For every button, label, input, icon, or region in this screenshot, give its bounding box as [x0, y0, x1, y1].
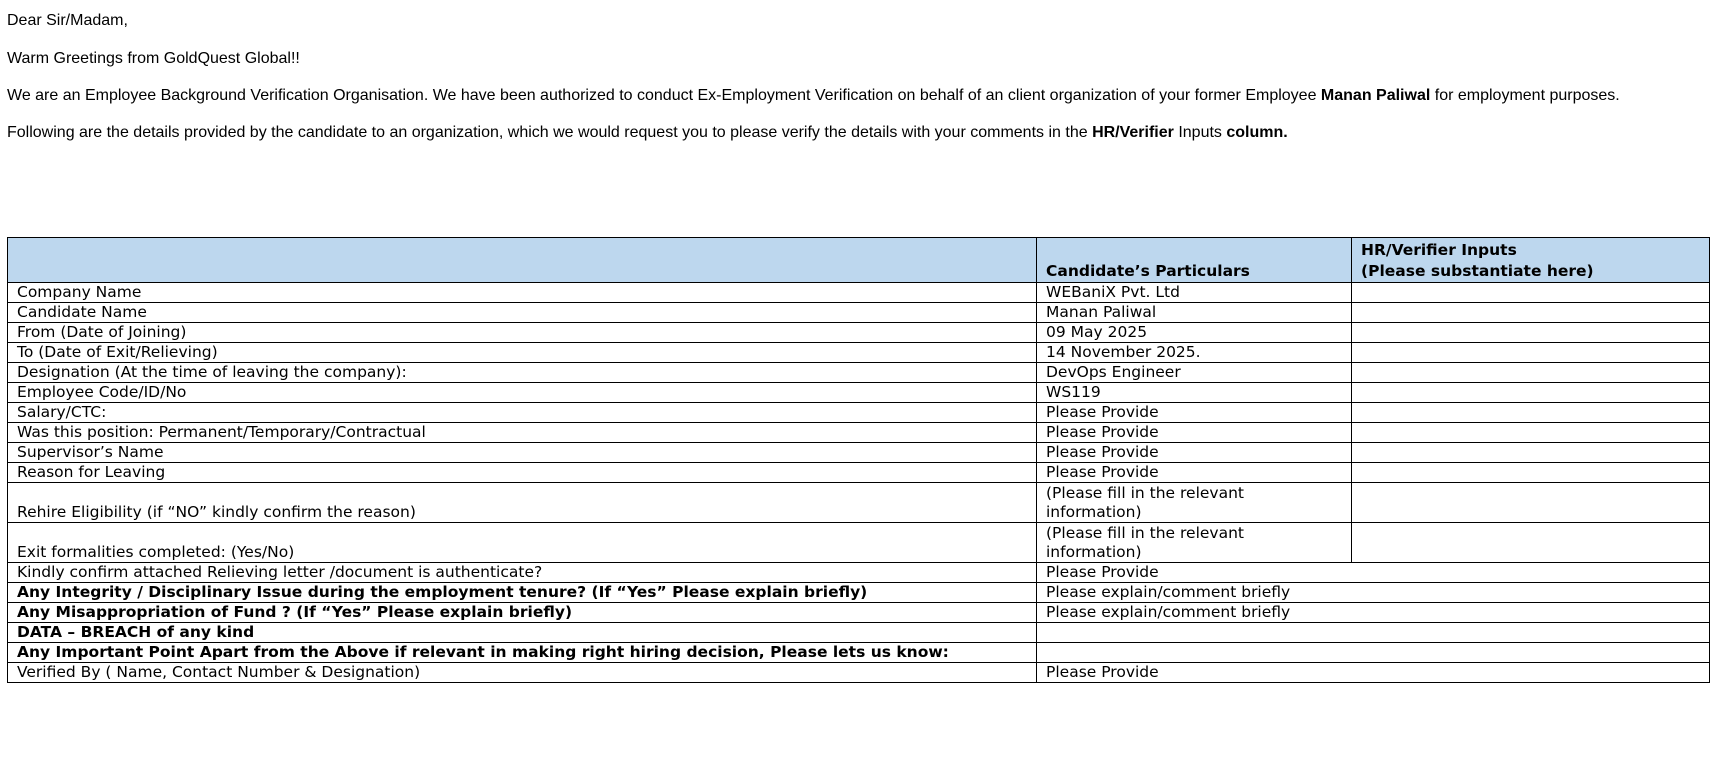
table-row	[8, 303, 1710, 323]
header-verifier-subtitle: (Please substantiate here)	[1361, 262, 1594, 280]
row-verifier-input[interactable]	[1352, 383, 1710, 403]
table-row	[8, 483, 1710, 523]
row-label: From (Date of Joining)	[8, 323, 1037, 343]
row-label: Reason for Leaving	[8, 463, 1037, 483]
row-candidate-value: Please Provide	[1037, 423, 1352, 443]
row-label: Kindly confirm attached Relieving letter /document is authenticate?	[8, 563, 1037, 583]
table-row	[8, 423, 1710, 443]
row-verifier-input[interactable]	[1352, 523, 1710, 563]
header-verifier-inputs	[1352, 238, 1710, 283]
table-row	[8, 323, 1710, 343]
header-verifier-title: HR/Verifier Inputs	[1361, 241, 1517, 259]
table-row	[8, 663, 1710, 683]
row-label: Rehire Eligibility (if “NO” kindly confirm the reason)	[8, 483, 1037, 523]
row-label: Company Name	[8, 283, 1037, 303]
row-verifier-input[interactable]	[1352, 423, 1710, 443]
row-candidate-value: Please explain/comment briefly	[1037, 583, 1710, 603]
request-paragraph	[7, 123, 1288, 143]
request-text-part2: Inputs	[1173, 124, 1227, 141]
row-candidate-value: Please Provide	[1037, 563, 1710, 583]
row-candidate-value: (Please fill in the relevant information)	[1037, 483, 1352, 523]
row-verifier-input[interactable]	[1352, 403, 1710, 423]
row-label: Exit formalities completed: (Yes/No)	[8, 523, 1037, 563]
row-candidate-value[interactable]	[1037, 623, 1710, 643]
row-candidate-value: 09 May 2025	[1037, 323, 1352, 343]
request-bold-hr-verifier: HR/Verifier	[1092, 124, 1174, 141]
table-row	[8, 643, 1710, 663]
row-label: Supervisor’s Name	[8, 443, 1037, 463]
table-row	[8, 583, 1710, 603]
row-candidate-value: Please Provide	[1037, 403, 1352, 423]
row-candidate-value: 14 November 2025.	[1037, 343, 1352, 363]
greeting: Warm Greetings from GoldQuest Global!!	[7, 50, 300, 67]
row-candidate-value: DevOps Engineer	[1037, 363, 1352, 383]
row-verifier-input[interactable]	[1352, 303, 1710, 323]
table-row	[8, 603, 1710, 623]
table-row	[8, 403, 1710, 423]
header-label-cell	[8, 238, 1037, 283]
row-label: Was this position: Permanent/Temporary/Contractual	[8, 423, 1037, 443]
verification-table	[7, 237, 1710, 683]
table-row	[8, 563, 1710, 583]
intro-text-part1: We are an Employee Background Verification Organisation. We have been authorized to conduct Ex-Employment Verification on behalf of an client organization of your former Employee	[7, 87, 1321, 104]
table-row	[8, 343, 1710, 363]
row-candidate-value: Please Provide	[1037, 463, 1352, 483]
table-row	[8, 443, 1710, 463]
row-verifier-input[interactable]	[1352, 283, 1710, 303]
table-row	[8, 283, 1710, 303]
row-verifier-input[interactable]	[1352, 343, 1710, 363]
row-candidate-value: Manan Paliwal	[1037, 303, 1352, 323]
intro-text-part2: for employment purposes.	[1430, 87, 1620, 104]
table-row	[8, 363, 1710, 383]
row-candidate-value[interactable]	[1037, 643, 1710, 663]
row-label: Employee Code/ID/No	[8, 383, 1037, 403]
row-verifier-input[interactable]	[1352, 483, 1710, 523]
salutation: Dear Sir/Madam,	[7, 12, 128, 29]
intro-candidate-name: Manan Paliwal	[1320, 87, 1431, 104]
row-label: DATA – BREACH of any kind	[8, 623, 1037, 643]
row-label: Salary/CTC:	[8, 403, 1037, 423]
table-row	[8, 463, 1710, 483]
row-label: To (Date of Exit/Relieving)	[8, 343, 1037, 363]
row-label: Candidate Name	[8, 303, 1037, 323]
row-label: Any Important Point Apart from the Above if relevant in making right hiring decision, Please lets us know:	[8, 643, 1037, 663]
row-candidate-value: Please Provide	[1037, 443, 1352, 463]
table-row	[8, 523, 1710, 563]
row-candidate-value: WS119	[1037, 383, 1352, 403]
request-text-part1: Following are the details provided by the candidate to an organization, which we would request you to please verify the details with your comments in the	[7, 124, 1093, 141]
row-candidate-value: (Please fill in the relevant information)	[1037, 523, 1352, 563]
row-verifier-input[interactable]	[1352, 323, 1710, 343]
intro-paragraph	[7, 86, 1620, 106]
row-verifier-input[interactable]	[1352, 463, 1710, 483]
request-bold-column: column.	[1226, 124, 1288, 141]
row-candidate-value: Please explain/comment briefly	[1037, 603, 1710, 623]
table-header-row	[8, 238, 1710, 283]
row-verifier-input[interactable]	[1352, 363, 1710, 383]
header-candidate-particulars: Candidate’s Particulars	[1037, 238, 1352, 283]
row-label: Verified By ( Name, Contact Number & Designation)	[8, 663, 1037, 683]
row-verifier-input[interactable]	[1352, 443, 1710, 463]
row-candidate-value: Please Provide	[1037, 663, 1710, 683]
row-label: Any Integrity / Disciplinary Issue during the employment tenure? (If “Yes” Please explain briefly)	[8, 583, 1037, 603]
row-label: Designation (At the time of leaving the company):	[8, 363, 1037, 383]
row-candidate-value: WEBaniX Pvt. Ltd	[1037, 283, 1352, 303]
table-row	[8, 623, 1710, 643]
table-row	[8, 383, 1710, 403]
row-label: Any Misappropriation of Fund ? (If “Yes” Please explain briefly)	[8, 603, 1037, 623]
